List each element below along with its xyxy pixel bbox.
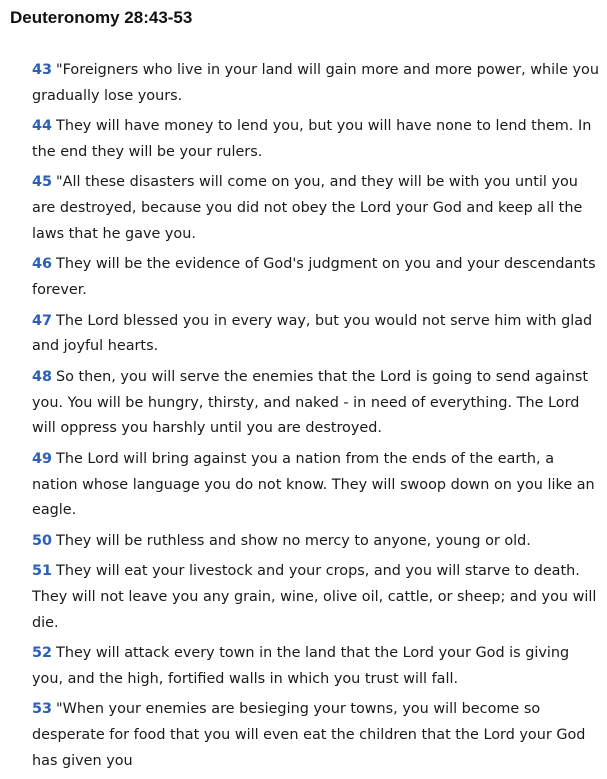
passage-body [32, 58, 600, 779]
verse-number: 51 [32, 563, 53, 580]
verse-text: The Lord will bring against you a nation from the ends of the earth, a nation whose language you do not know. They will swoop down on you like an eagle. [32, 450, 595, 519]
verse-50 [32, 529, 600, 555]
verse-text: They will attack every town in the land that the Lord your God is giving you, and the high, fortified walls in which you trust will fall. [32, 645, 570, 687]
verse-number: 53 [32, 701, 53, 718]
verse-43 [32, 58, 600, 110]
verse-text: "When your enemies are besieging your towns, you will become so desperate for food that you will even eat the children that the Lord your God has given you [32, 701, 586, 769]
verse-number: 49 [32, 450, 53, 467]
verse-51 [32, 559, 600, 636]
verse-number: 44 [32, 118, 53, 135]
verse-text: They will be the evidence of God's judgment on you and your descendants forever. [32, 256, 596, 299]
verse-text: So then, you will serve the enemies that the Lord is going to send against you. You will be hungry, thirsty, and naked - in need of everything. The Lord will oppress you harshly until you are destroyed. [32, 368, 588, 437]
verse-48 [32, 365, 600, 442]
verse-text: They will be ruthless and show no mercy to anyone, young or old. [56, 532, 531, 549]
verse-number: 45 [32, 174, 53, 191]
verse-number: 46 [32, 256, 53, 273]
verse-number: 50 [32, 532, 53, 549]
verse-text: They will eat your livestock and your crops, and you will starve to death. They will not leave you any grain, wine, olive oil, cattle, or sheep; and you will die. [32, 563, 597, 631]
verse-53 [32, 697, 600, 774]
verse-44 [32, 114, 600, 166]
verse-49 [32, 447, 600, 524]
verse-45 [32, 170, 600, 247]
verse-52 [32, 641, 600, 693]
verse-text: The Lord blessed you in every way, but you would not serve him with glad and joyful hearts. [32, 312, 593, 355]
verse-text: They will have money to lend you, but you will have none to lend them. In the end they will be your rulers. [32, 118, 592, 160]
verse-47 [32, 309, 600, 361]
verse-number: 47 [32, 312, 53, 329]
verse-text: "All these disasters will come on you, and they will be with you until you are destroyed, because you did not obey the Lord your God and keep all the laws that he gave you. [32, 174, 583, 242]
page-title: Deuteronomy 28:43-53 [10, 8, 193, 27]
verse-number: 43 [32, 62, 53, 78]
verse-46 [32, 252, 600, 304]
verse-number: 52 [32, 645, 53, 662]
verse-text: "Foreigners who live in your land will gain more and more power, while you gradually lose yours. [32, 62, 599, 104]
verse-number: 48 [32, 368, 53, 385]
